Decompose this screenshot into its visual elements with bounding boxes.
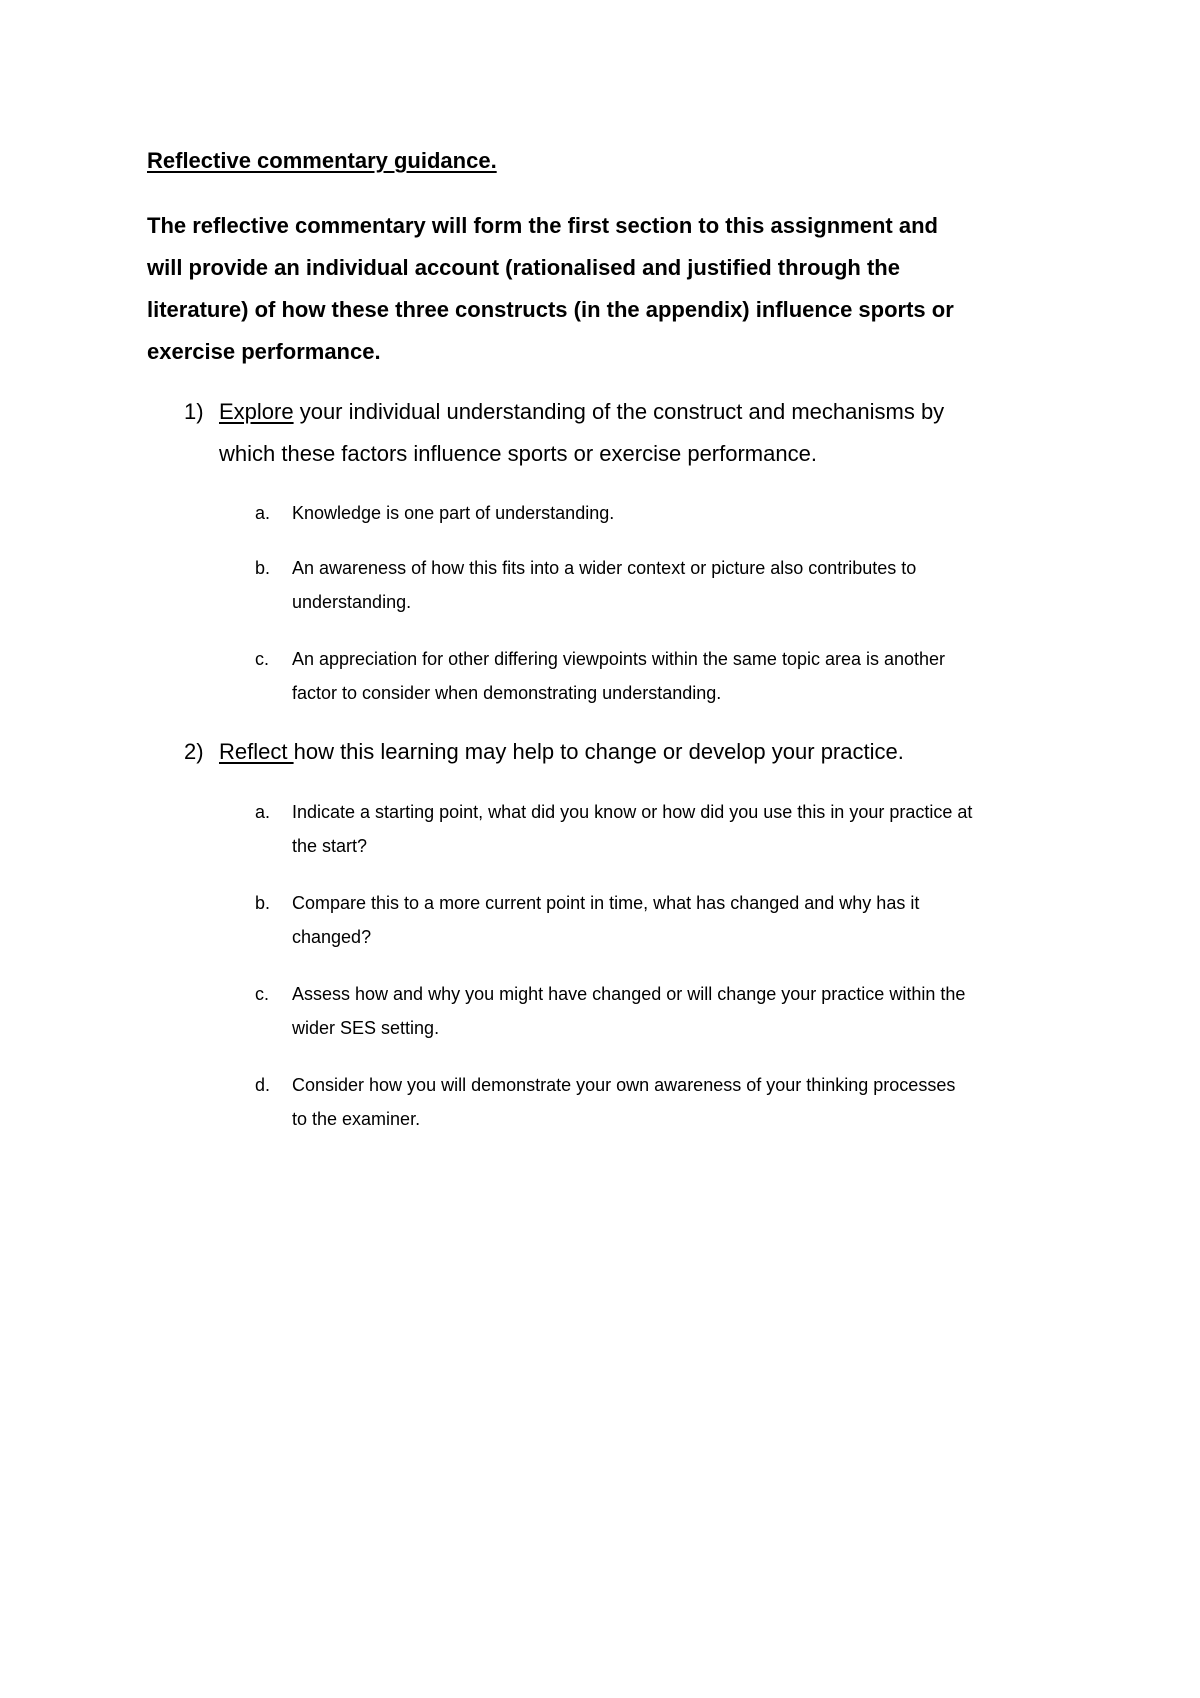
sub-item-line: An awareness of how this fits into a wider context or picture also contributes to bbox=[292, 558, 917, 578]
list-item-text bbox=[219, 391, 944, 475]
explore-verb: Explore bbox=[219, 399, 294, 424]
sub-item-text bbox=[292, 551, 916, 619]
sub-item-letter: a. bbox=[255, 503, 271, 523]
sub-item-text bbox=[292, 1068, 955, 1136]
intro-line: exercise performance. bbox=[147, 339, 381, 364]
sub-item-line: Indicate a starting point, what did you know or how did you use this in your practice at bbox=[292, 802, 973, 822]
sub-item-line: factor to consider when demonstrating understanding. bbox=[292, 683, 722, 703]
list-item-text bbox=[219, 731, 904, 773]
list-item-line-rest: how this learning may help to change or develop your practice. bbox=[293, 739, 904, 764]
sub-item-text bbox=[292, 642, 945, 710]
sub-item-letter: b. bbox=[255, 893, 271, 913]
intro-paragraph bbox=[147, 205, 1067, 373]
intro-line: will provide an individual account (rationalised and justified through the bbox=[147, 255, 900, 280]
sub-item-letter: d. bbox=[255, 1075, 271, 1095]
sub-item-letter: c. bbox=[255, 649, 270, 669]
sub-item-text bbox=[292, 496, 614, 530]
sub-item-line: An appreciation for other differing viewpoints within the same topic area is another bbox=[292, 649, 946, 669]
intro-line: The reflective commentary will form the first section to this assignment and bbox=[147, 213, 938, 238]
intro-line: literature) of how these three constructs (in the appendix) influence sports or bbox=[147, 297, 954, 322]
sub-item-line: understanding. bbox=[292, 592, 412, 612]
sub-item-text bbox=[292, 886, 919, 954]
list-item-line bbox=[219, 391, 944, 433]
sub-item-text bbox=[292, 795, 972, 863]
list-item-number: 1) bbox=[184, 399, 204, 424]
sub-item-line: changed? bbox=[292, 927, 372, 947]
sub-item-letter: a. bbox=[255, 802, 271, 822]
sub-item-line: wider SES setting. bbox=[292, 1018, 440, 1038]
sub-item-letter: c. bbox=[255, 984, 270, 1004]
list-item-line-rest: your individual understanding of the construct and mechanisms by bbox=[293, 399, 945, 424]
document-title: Reflective commentary guidance. bbox=[147, 148, 497, 173]
sub-item-text bbox=[292, 977, 965, 1045]
sub-item-line: the start? bbox=[292, 836, 368, 856]
sub-item-line: Compare this to a more current point in time, what has changed and why has it bbox=[292, 893, 920, 913]
sub-item-line: Assess how and why you might have changed or will change your practice within the bbox=[292, 984, 966, 1004]
sub-item-letter: b. bbox=[255, 558, 271, 578]
sub-item-line: Consider how you will demonstrate your own awareness of your thinking processes bbox=[292, 1075, 956, 1095]
list-item-number: 2) bbox=[184, 739, 204, 764]
sub-item-line: Knowledge is one part of understanding. bbox=[292, 503, 615, 523]
list-item-line: which these factors influence sports or exercise performance. bbox=[219, 441, 817, 466]
list-item-line bbox=[219, 731, 904, 773]
reflect-verb: Reflect bbox=[219, 739, 294, 764]
sub-item-line: to the examiner. bbox=[292, 1109, 421, 1129]
